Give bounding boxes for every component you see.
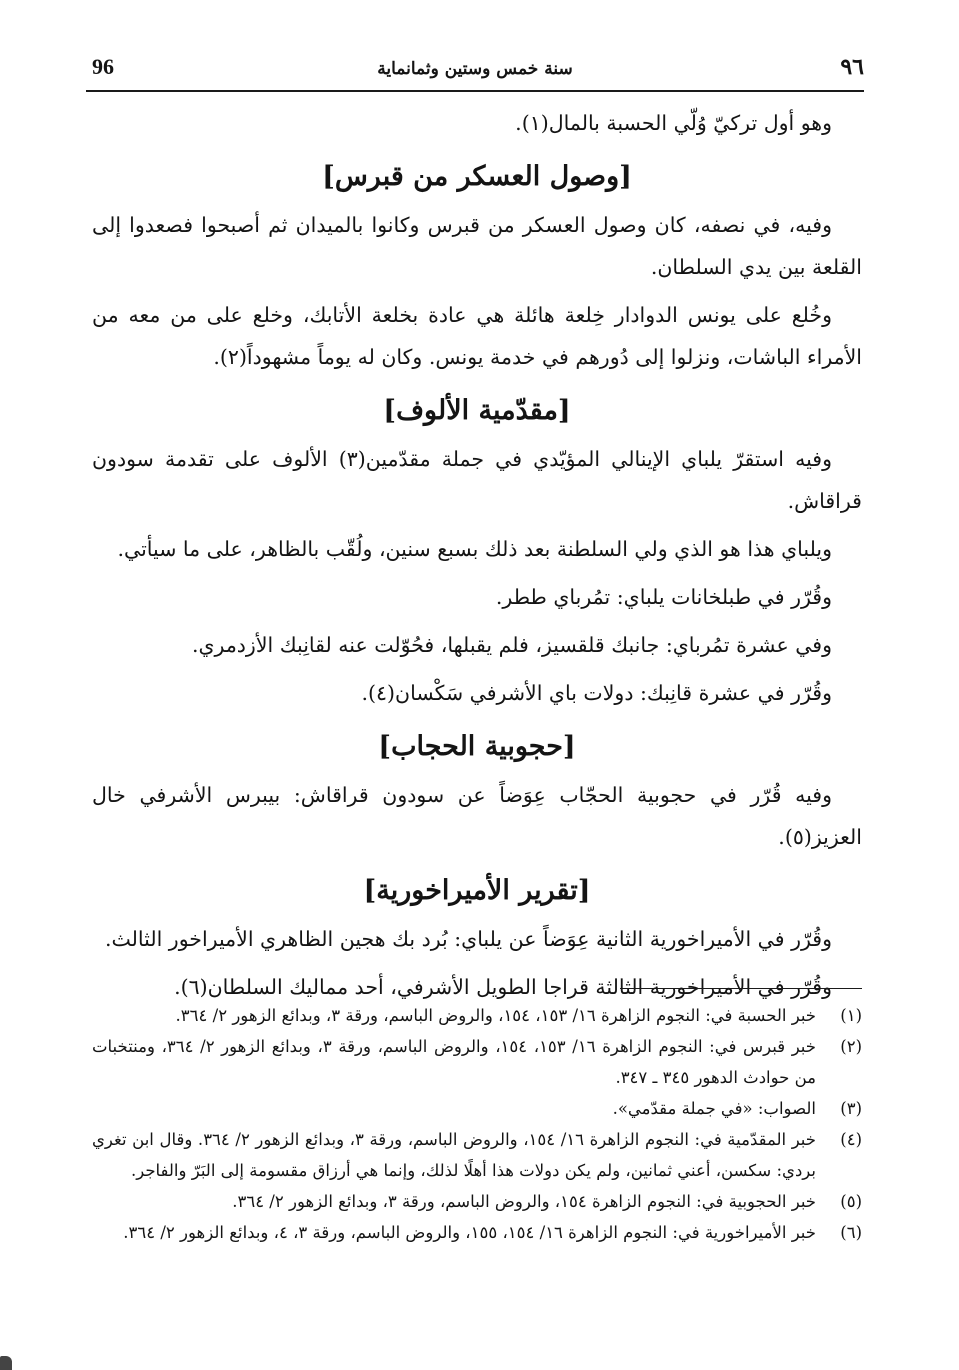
footnote-text: خبر الحسبة في: النجوم الزاهرة ١٦/ ١٥٣، ١٥٤، والروض الباسم، ورقة ٣، وبدائع الزهور ٢/ ٣٦٤. <box>175 1006 816 1025</box>
main-text <box>92 100 862 1014</box>
section-heading-amirakhuriyya: [تقرير الأميراخورية] <box>363 875 591 906</box>
footnote-number: (٣) <box>840 1099 862 1118</box>
footnote-text: خبر قبرس في: النجوم الزاهرة ١٦/ ١٥٣، ١٥٤، والروض الباسم، ورقة ٣، وبدائع الزهور ٢/ ٣٦٤، ومنتخبات من حوادث الدهور ٣٤٥ ـ ٣٤٧. <box>92 1037 816 1087</box>
section-heading-cyprus: [وصول العسكر من قبرس] <box>322 161 632 192</box>
section-heading-hujubiyya: [حجوبية الحجاب] <box>378 731 576 762</box>
paragraph: وفي عشرة تمُرباي: جانبك قلقسيز، فلم يقبلها، فحُوّلت عنه لقانِبك الأزدمري. <box>191 633 832 657</box>
footnote <box>92 1186 862 1217</box>
section-heading-muqaddamiyya: [مقدّمية الألوف] <box>383 395 571 426</box>
footnote-text: خبر المقدّمية في: النجوم الزاهرة ١٦/ ١٥٤، والروض الباسم، ورقة ٣، وبدائع الزهور ٢/ ٣٦٤. وقال ابن تغري بردي: سكسن، أعني ثمانين، ولم يكن دولات هذا أهلًا لذلك، وإنما هي أرزاق مقسومة إلى البَرّ والفاجر. <box>92 1130 816 1180</box>
paragraph: وفيه قُرّر في حجوبية الحجّاب عِوَضاً عن سودون قراقاش: بيبرس الأشرفي خال العزيز(٥). <box>92 783 862 849</box>
footnote-separator <box>620 988 862 989</box>
footnote-number: (٦) <box>840 1223 862 1242</box>
footnote <box>92 1000 862 1031</box>
paragraph: وفيه استقرّ يلباي الإينالي المؤيّدي في جملة مقدّمين(٣) الألوف على تقدمة سودون قراقاش. <box>92 447 862 513</box>
running-title: سنة خمس وستين وثمانماية <box>377 59 573 79</box>
paragraph: وقُرّر في عشرة قانِبك: دولات باي الأشرفي سَكْسان(٤). <box>361 681 832 705</box>
paragraph: ويلباي هذا هو الذي ولي السلطنة بعد ذلك بسبع سنين، ولُقّب بالظاهر، على ما سيأتي. <box>117 537 832 561</box>
paragraph: وخُلع على يونس الدوادار خِلعة هائلة هي عادة بخلعة الأتابك، وخلع على من معه من الأمراء الباشات، ونزلوا إلى دُورهم في خدمة يونس. وكان له يوماً مشهوداً(٢). <box>92 303 862 369</box>
footnote <box>92 1093 862 1124</box>
intro-paragraph: وهو أول تركيّ وُلّي الحسبة بالمال(١). <box>515 111 832 135</box>
footnote <box>92 1217 862 1248</box>
footnote-text: خبر الأميراخورية في: النجوم الزاهرة ١٦/ ١٥٤، ١٥٥، والروض الباسم، ورقة ٣، ٤، وبدائع الزهور ٢/ ٣٦٤. <box>123 1223 816 1242</box>
paragraph: وقُرّر في الأميراخورية الثانية عِوَضاً عن يلباي: بُرد بك هجين الظاهري الأميراخور الثالث. <box>105 927 832 951</box>
scan-corner-mark <box>0 1356 12 1370</box>
footnote-number: (٤) <box>840 1130 862 1149</box>
footnotes <box>92 1000 862 1248</box>
page-number-arabic: ٩٦ <box>840 54 864 80</box>
paragraph: وقُرّر في طبلخانات يلباي: تمُرباي ططر. <box>495 585 832 609</box>
footnote-number: (١) <box>840 1006 862 1025</box>
page-number-latin: 96 <box>92 54 114 79</box>
footnote <box>92 1031 862 1093</box>
footnote-number: (٢) <box>840 1037 862 1056</box>
footnote-number: (٥) <box>840 1192 862 1211</box>
footnote <box>92 1124 862 1186</box>
footnote-text: الصواب: «في جملة مقدّمي». <box>612 1099 816 1118</box>
paragraph: وفيه، في نصفه، كان وصول العسكر من قبرس وكانوا بالميدان ثم أصبحوا فصعدوا إلى القلعة بين يدي السلطان. <box>92 213 862 279</box>
page-header <box>86 50 864 92</box>
paragraph: وقُرّر في الأميراخورية الثالثة قراجا الطويل الأشرفي، أحد مماليك السلطان(٦). <box>174 975 832 999</box>
footnote-text: خبر الحجوبية في: النجوم الزاهرة ١٥٤، والروض الباسم، ورقة ٣، وبدائع الزهور ٢/ ٣٦٤. <box>232 1192 816 1211</box>
